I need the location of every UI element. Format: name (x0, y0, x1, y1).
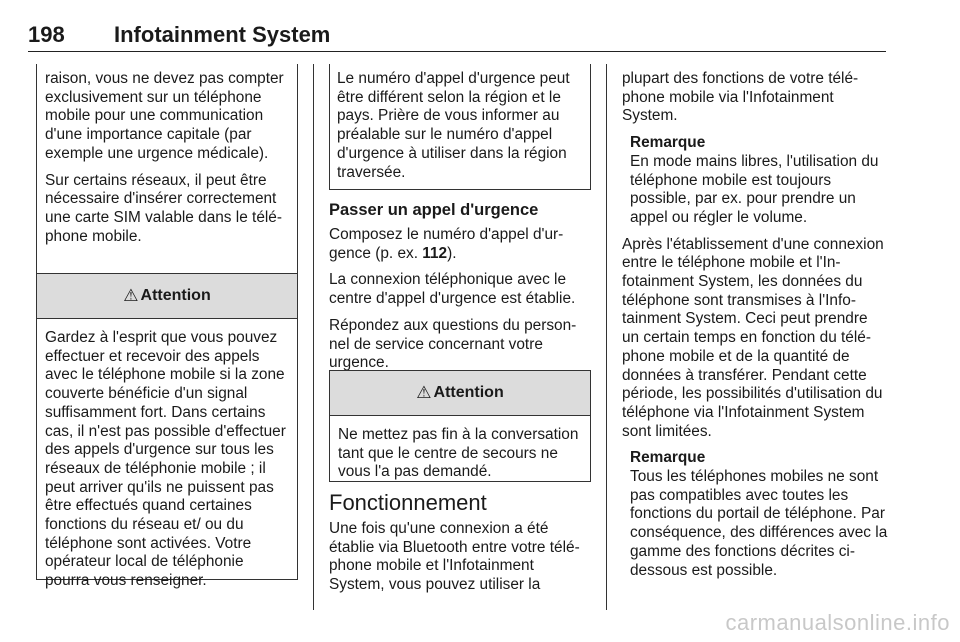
attention-title: Attention (140, 287, 211, 304)
page-header (28, 22, 886, 52)
page-number: 198 (28, 22, 65, 47)
remark-2-title: Remarque (630, 449, 706, 467)
col2-text (329, 226, 591, 373)
col1-left-rule (36, 64, 37, 274)
col1-right-rule (297, 64, 298, 274)
warning-icon: ⚠ (416, 383, 432, 402)
section-title: Infotainment System (114, 22, 331, 47)
heading-operation: Fonctionnement (329, 490, 487, 515)
col2-paragraph-4: Une fois qu'une connexion a été établie via Bluetooth entre votre téléphone mobile et l'Infotainment System, vous pouvez utiliser la (329, 520, 580, 594)
col2-note-text: Le numéro d'appel d'urgence peut être différent selon la région et le pays. Prière de vous informer au préalable sur le numéro d'appel d'urgence à utiliser dans la région traversée. (337, 70, 570, 181)
remark-1-body: En mode mains libres, l'utilisation du téléphone mobile est toujours possible, par ex. pour prendre un appel ou régler le volume. (630, 152, 879, 226)
remark-1-title: Remarque (630, 134, 706, 152)
column-divider-2 (606, 64, 607, 610)
col1-text (45, 70, 291, 246)
col3-paragraph-1: plupart des fonctions de votre téléphone mobile via l'Infotainment System. (622, 70, 859, 125)
col1-paragraph-2: Sur certains réseaux, il peut être nécessaire d'insérer correctement une carte SIM valable dans le téléphone mobile. (45, 171, 282, 245)
column-divider-1 (313, 64, 314, 610)
remark-2-body: Tous les téléphones mobiles ne sont pas compatibles avec toutes les fonctions du portail de téléphone. Par conséquence, des différences avec la gamme des fonctions décrites ci-dessous est possible. (630, 468, 888, 579)
watermark: carmanualsonline.info (725, 610, 950, 635)
attention-header (330, 371, 590, 416)
attention-header (37, 274, 297, 319)
col1-attention-box (36, 274, 298, 590)
attention-body: Gardez à l'esprit que vous pouvez effectuer et recevoir des appels avec le téléphone mobile si la zone couverte bénéficie d'un signal suffisamment fort. Dans certains cas, il n'est pas possible d'effectuer des appels d'urgence sur tous les réseaux de téléphonie mobile ; il peut arriver qu'ils ne puissent pas être effectués quand certaines fonctions du réseau et/ ou du téléphone sont activées. Votre opérateur local de téléphonie pourra vous renseigner. (45, 329, 286, 590)
col3-text (622, 70, 888, 580)
remark-1 (622, 134, 888, 228)
warning-icon: ⚠ (123, 286, 139, 305)
col2-paragraph-3: Répondez aux questions du personnel de service concernant votre urgence. (329, 316, 577, 372)
remark-2 (622, 449, 888, 580)
col1-paragraph-1: raison, vous ne devez pas compter exclusivement sur un téléphone mobile pour une communication d'une importance capitale (par exemple une urgence médicale). (45, 70, 284, 162)
col2-attention-box (329, 370, 591, 482)
attention-body: Ne mettez pas fin à la conversation tant que le centre de secours ne vous l'a pas demandé. (338, 426, 579, 481)
emergency-number: 112 (422, 244, 448, 262)
header-rule (28, 51, 886, 52)
col3-paragraph-2: Après l'établissement d'une connexion entre le téléphone mobile et l'Infotainment System, les données du téléphone sont transmises à l'Infotainment System. Ceci peut prendre un certain temps en fonction du téléphone mobile et de la quantité de données à transférer. Pendant cette période, les possibilités d'utilisation du téléphone via l'Infotainment System sont limitées. (622, 235, 884, 440)
col2-paragraph-1: Composez le numéro d'appel d'urgence (p. ex. 112). (329, 226, 564, 262)
col2-paragraph-2: La connexion téléphonique avec le centre d'appel d'urgence est établie. (329, 271, 576, 308)
attention-title: Attention (433, 384, 504, 401)
heading-emergency-call: Passer un appel d'urgence (329, 201, 539, 219)
